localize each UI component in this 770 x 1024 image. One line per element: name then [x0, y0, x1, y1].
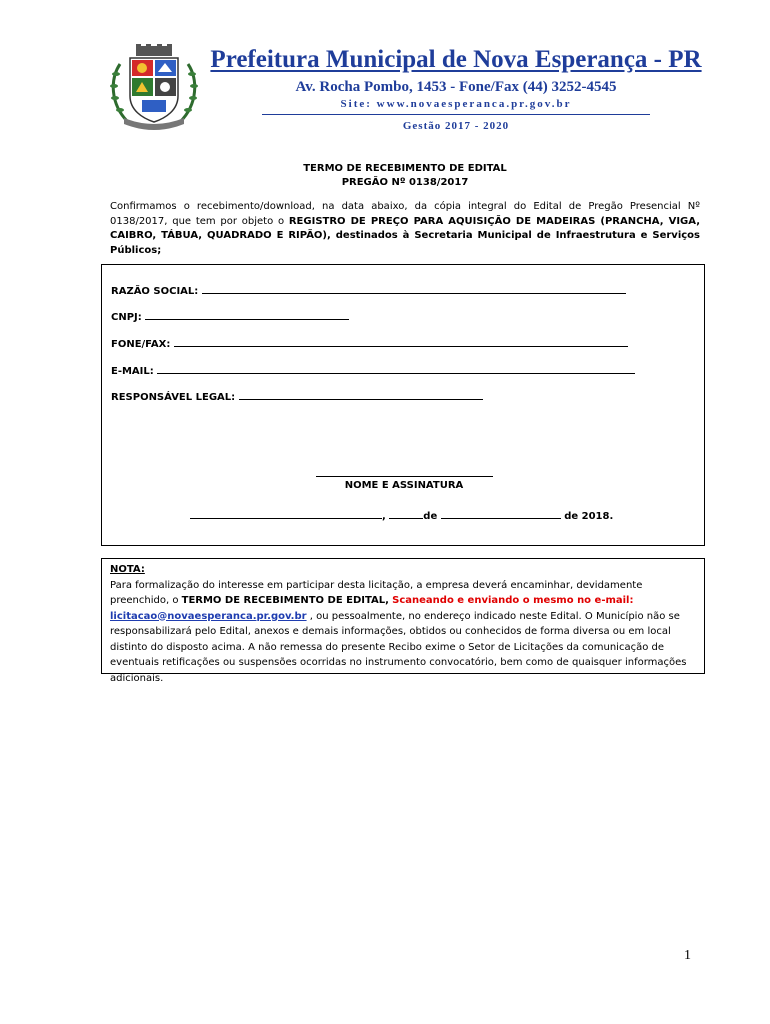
note-red-text: Scaneando e enviando o mesmo no e-mail:	[392, 595, 634, 606]
date-de-label: de	[423, 511, 438, 522]
date-city-line[interactable]	[190, 508, 382, 519]
note-text-1: Para formalização do interesse em participar desta licitação, a empresa deverá encaminhar, devidamente preenchido, o	[110, 579, 643, 606]
date-comma: ,	[382, 511, 390, 522]
document-title-line2: PREGÃO Nº 0138/2017	[341, 177, 469, 188]
note-email-link[interactable]: licitacao@novaesperanca.pr.gov.br	[110, 610, 307, 622]
note-heading: NOTA:	[110, 564, 145, 575]
receipt-form	[101, 264, 705, 546]
intro-paragraph	[110, 200, 700, 258]
page-number: 1	[684, 948, 691, 963]
header-address: Av. Rocha Pombo, 1453 - Fone/Fax (44) 3252-4545	[295, 79, 617, 95]
signature-label: NOME E ASSINATURA	[344, 480, 464, 491]
responsavel-line[interactable]	[239, 389, 483, 400]
date-line[interactable]	[190, 508, 613, 522]
header-term: Gestão 2017 - 2020	[402, 120, 510, 132]
email-line[interactable]	[157, 363, 635, 374]
note-bold-1: TERMO DE RECEBIMENTO DE EDITAL,	[181, 595, 389, 606]
coat-of-arms-icon	[106, 44, 202, 130]
note-body	[110, 578, 696, 687]
email-field[interactable]	[111, 363, 635, 377]
razao-social-label: RAZÃO SOCIAL:	[111, 286, 199, 297]
razao-social-field[interactable]	[111, 283, 626, 297]
document-title	[110, 162, 700, 190]
note-box	[101, 558, 705, 684]
cnpj-line[interactable]	[145, 309, 349, 320]
responsavel-label: RESPONSÁVEL LEGAL:	[111, 392, 236, 403]
header-title: Prefeitura Municipal de Nova Esperança - PR	[210, 46, 702, 73]
razao-social-line[interactable]	[202, 283, 626, 294]
cnpj-label: CNPJ:	[111, 312, 142, 323]
fone-fax-label: FONE/FAX:	[111, 339, 171, 350]
date-day-line[interactable]	[389, 508, 423, 519]
date-month-line[interactable]	[441, 508, 561, 519]
fone-fax-line[interactable]	[174, 336, 628, 347]
signature-line[interactable]	[316, 476, 493, 477]
email-label: E-MAIL:	[111, 366, 154, 377]
intro-text: Confirmamos o recebimento/download, na data abaixo, da cópia integral do Edital de Pregão Presencial Nº 0138/2017, que tem por objeto o	[110, 201, 700, 227]
header-site: Site: www.novaesperanca.pr.gov.br	[340, 98, 572, 110]
date-year-label: de 2018.	[564, 511, 614, 522]
note-text-2: , ou pessoalmente, no endereço indicado neste Edital. O Município não se responsabilizará pelo Edital, anexos e demais informações, obtidos ou conhecidos de forma diversa ou em local distinto do disposto acima. A não remessa do presente Recibo exime o Setor de Licitações da comunicação de eventuais retificações ou suspensões ocorridas no instrumento convocatório, bem como de quaisquer informações adicionais.	[110, 610, 687, 684]
responsavel-field[interactable]	[111, 389, 483, 403]
header-divider	[262, 114, 650, 115]
fone-fax-field[interactable]	[111, 336, 628, 350]
cnpj-field[interactable]	[111, 309, 349, 323]
document-title-line1: TERMO DE RECEBIMENTO DE EDITAL	[303, 163, 507, 174]
intro-object: REGISTRO DE PREÇO PARA AQUISIÇÃO DE MADEIRAS (PRANCHA, VIGA, CAIBRO, TÁBUA, QUADRADO E RIPÃO), destinados à Secretaria Municipal de Infraestrutura e Serviços Públicos;	[110, 215, 700, 256]
